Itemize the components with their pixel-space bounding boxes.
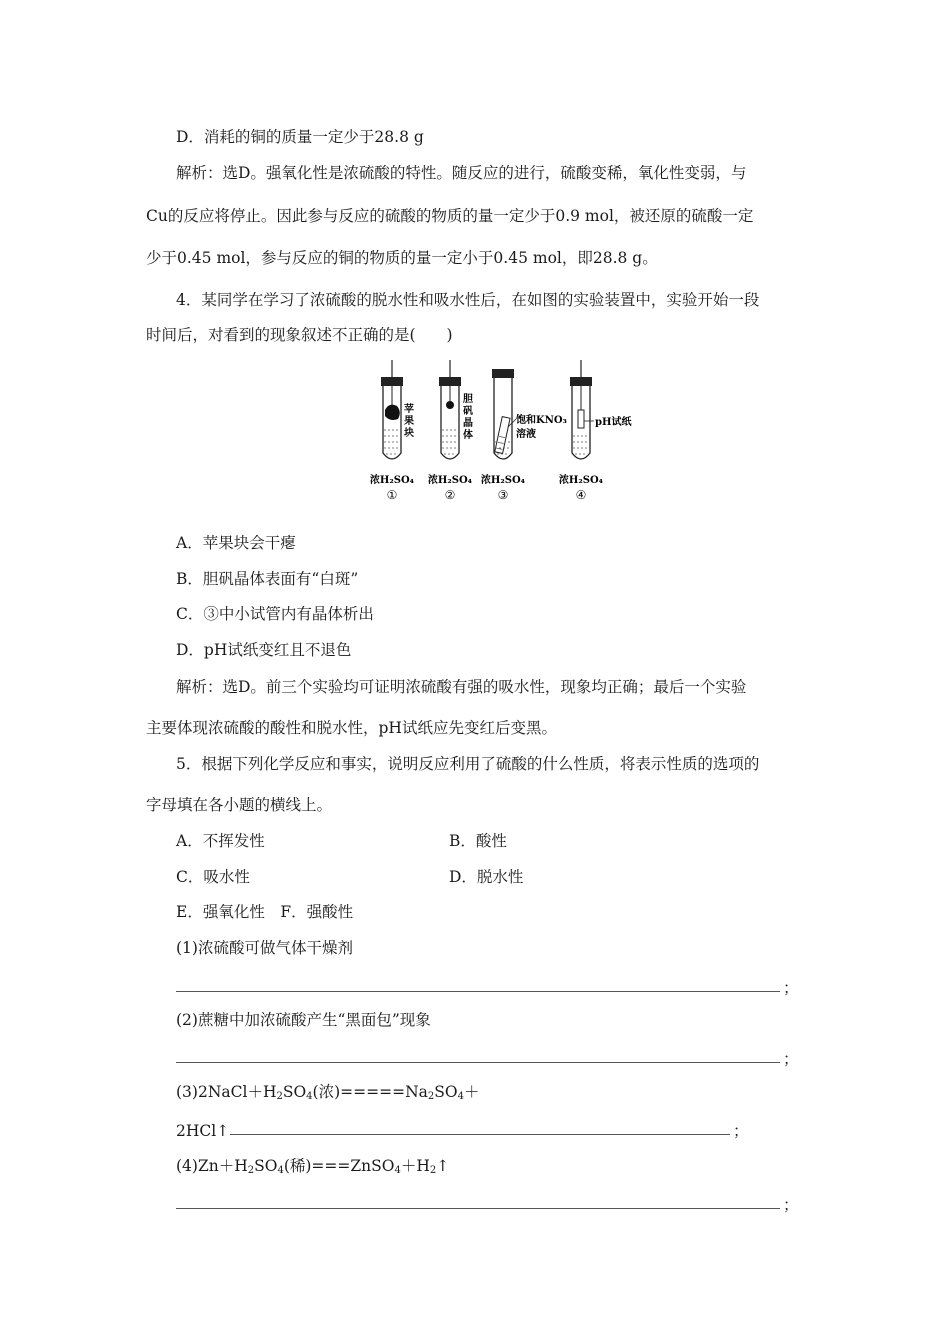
- q4-analysis-line-1: 解析：选D。前三个实验均可证明浓硫酸有强的吸水性，现象均正确；最后一个实验: [176, 678, 747, 696]
- item3-label-1: 饱和KNO₃: [516, 415, 567, 426]
- q5-stem-line-1: 5．根据下列化学反应和事实，说明反应利用了硫酸的什么性质，将表示性质的选项的: [176, 755, 760, 773]
- item3-label-2: 溶液: [516, 429, 536, 440]
- tube-2: [439, 360, 461, 459]
- q3-analysis-line-3: 少于0.45 mol，参与反应的铜的物质的量一定小于0.45 mol，即28.8 g。: [146, 249, 658, 267]
- q4-option-a: A．苹果块会干瘪: [176, 534, 296, 552]
- q5-semicolon-2: ；: [783, 1050, 799, 1068]
- tube-4-number: ④: [575, 488, 587, 502]
- item2-char-1: 胆: [463, 394, 473, 405]
- q3-analysis-line-2: Cu的反应将停止。因此参与反应的硫酸的物质的量一定少于0.9 mol，被还原的硫酸一定: [146, 207, 754, 225]
- item2-char-2: 矾: [463, 406, 473, 417]
- item2-char-4: 体: [463, 430, 473, 441]
- item1-char-3: 块: [404, 428, 414, 439]
- tube-2-number: ②: [444, 488, 456, 502]
- tube-4: [570, 360, 594, 459]
- item1-char-2: 果: [404, 416, 414, 427]
- q4-option-d: D．pH试纸变红且不退色: [176, 641, 352, 659]
- q5-option-a: A．不挥发性: [176, 832, 265, 850]
- q3-option-d: D．消耗的铜的质量一定少于28.8 g: [176, 128, 424, 146]
- tube-1: [381, 360, 403, 459]
- tube-3-number: ③: [497, 488, 509, 502]
- q4-analysis-line-2: 主要体现浓硫酸的酸性和脱水性，pH试纸应先变红后变黑。: [146, 719, 557, 737]
- item2-char-3: 晶: [463, 418, 473, 429]
- q4-option-b: B．胆矾晶体表面有“白斑”: [176, 570, 359, 588]
- q5-answer-blank-4[interactable]: [176, 1208, 780, 1209]
- tube-1-number: ①: [386, 488, 398, 502]
- tube-3-label: 浓H₂SO₄: [480, 475, 526, 486]
- q5-option-b: B．酸性: [449, 832, 507, 850]
- q5-subq4: $(4)Zn+H_2SO_4$(稀)$===ZnSO_4+H_2↑$: [176, 1157, 450, 1176]
- q5-answer-blank-1[interactable]: [176, 991, 780, 992]
- q4-option-c: C．③中小试管内有晶体析出: [176, 605, 374, 623]
- q5-semicolon-3: ；: [733, 1122, 749, 1140]
- q5-answer-blank-3[interactable]: [230, 1134, 730, 1135]
- tube-3: [492, 369, 516, 459]
- q5-semicolon-4: ；: [783, 1196, 799, 1214]
- q5-semicolon-1: ；: [783, 979, 799, 997]
- q5-subq1: (1)浓硫酸可做气体干燥剂: [176, 939, 353, 957]
- q5-subq3-line-2: 2HCl↑: [176, 1122, 230, 1140]
- q4-stem-line-1: 4．某同学在学习了浓硫酸的脱水性和吸水性后，在如图的实验装置中，实验开始一段: [176, 291, 760, 309]
- experiment-figure: [362, 355, 642, 505]
- tube-1-label: 浓H₂SO₄: [369, 475, 415, 486]
- q5-subq3-line-1: $(3)2NaCl+H_2SO_4$(浓)$=====Na_2SO_4+$: [176, 1083, 480, 1102]
- q3-analysis-line-1: 解析：选D。强氧化性是浓硫酸的特性。随反应的进行，硫酸变稀，氧化性变弱，与: [176, 164, 747, 182]
- q5-stem-line-2: 字母填在各小题的横线上。: [146, 796, 333, 814]
- ph-paper: [578, 410, 584, 428]
- tube-4-label: 浓H₂SO₄: [558, 475, 604, 486]
- q4-stem-line-2: 时间后，对看到的现象叙述不正确的是( ): [146, 326, 453, 344]
- item1-char-1: 苹: [404, 404, 414, 415]
- item4-label: pH试纸: [595, 417, 632, 428]
- q5-option-d: D．脱水性: [449, 868, 524, 886]
- q5-option-ef: E．强氧化性 F．强酸性: [176, 903, 354, 921]
- q5-answer-blank-2[interactable]: [176, 1062, 780, 1063]
- q5-option-c: C．吸水性: [176, 868, 250, 886]
- q5-subq2: (2)蔗糖中加浓硫酸产生“黑面包”现象: [176, 1011, 431, 1029]
- crystal: [446, 401, 454, 409]
- apple-piece: [385, 405, 400, 420]
- tube-2-label: 浓H₂SO₄: [427, 475, 473, 486]
